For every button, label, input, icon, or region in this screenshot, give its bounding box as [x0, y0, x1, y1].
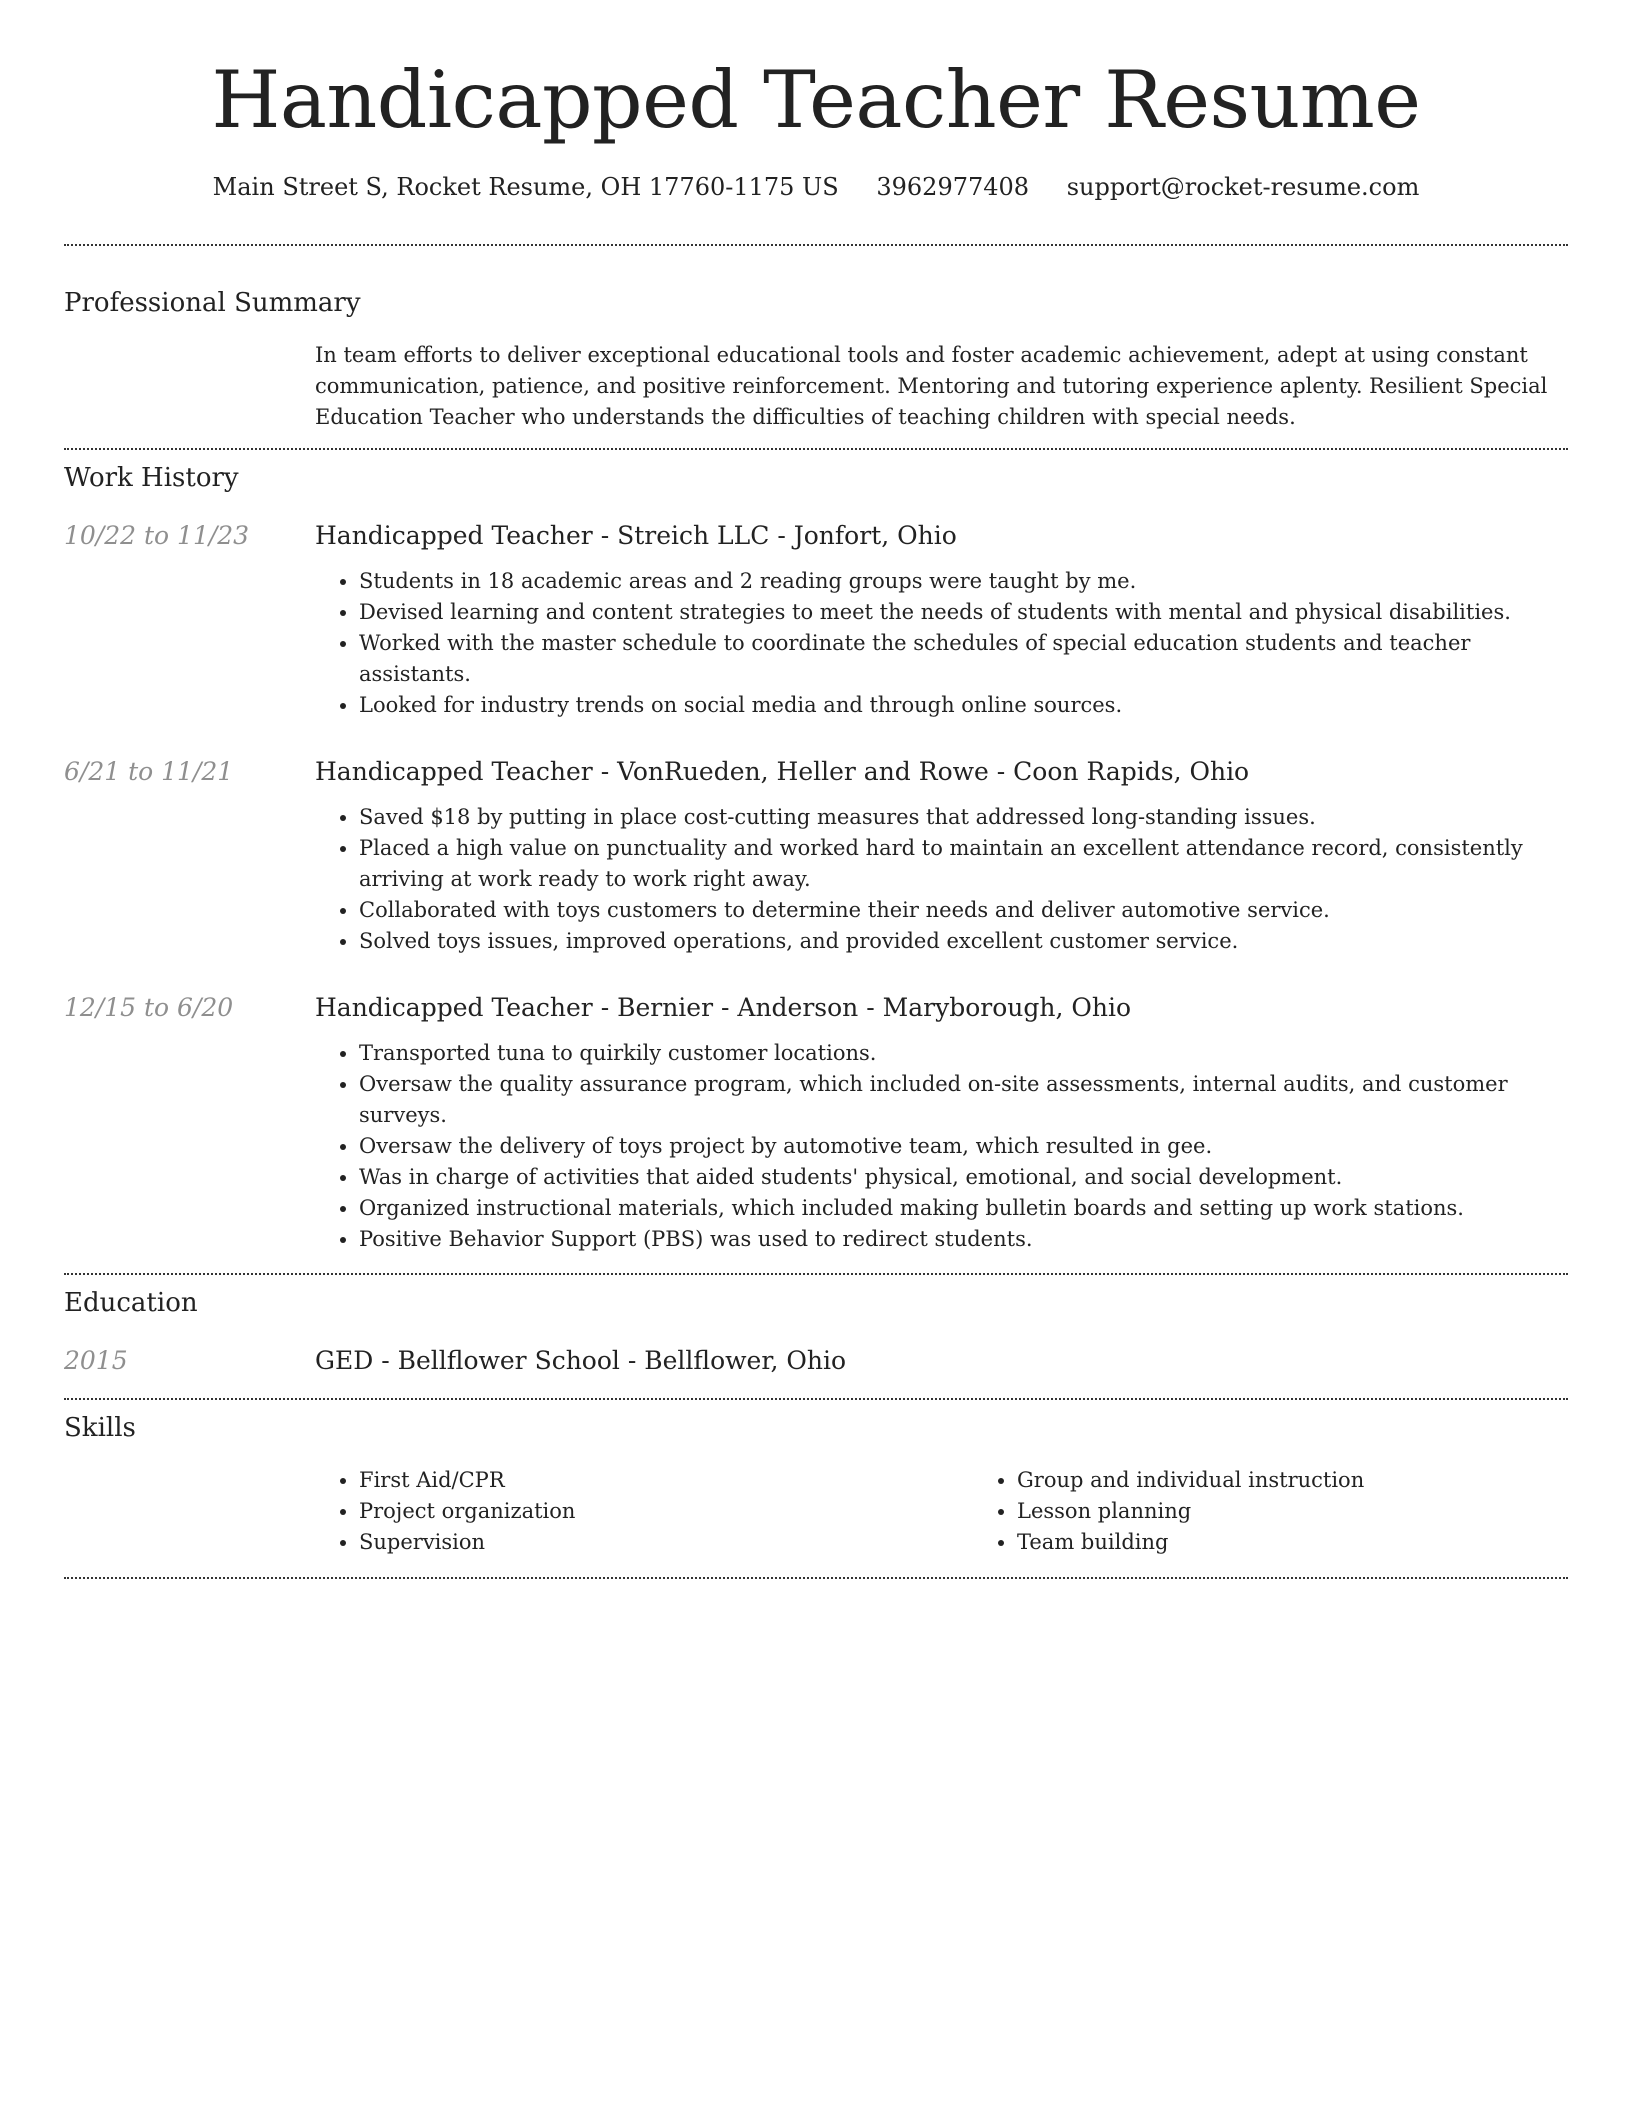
skills-heading: Skills [64, 1413, 136, 1443]
summary-heading: Professional Summary [64, 288, 361, 318]
contact-line [64, 170, 1568, 204]
bullet-item: • Positive Behavior Support (PBS) was used to redirect students. [359, 1224, 1568, 1255]
skill-item: • Project organization [359, 1496, 973, 1527]
section-divider [64, 244, 1568, 246]
bullet-item: • Transported tuna to quirkily customer locations. [359, 1038, 1568, 1069]
job-role: Handicapped Teacher [315, 993, 593, 1022]
summary-section [64, 286, 1568, 433]
skill-item: • Team building [1017, 1527, 1631, 1558]
job-title [315, 519, 1568, 553]
job-entry [64, 991, 1568, 1255]
bullet-item: • Oversaw the quality assurance program, which included on-site assessments, internal audits, and customer surveys. [359, 1069, 1568, 1131]
job-dates: 12/15 to 6/20 [64, 993, 234, 1022]
job-title [315, 755, 1568, 789]
job-role: Handicapped Teacher [315, 757, 593, 786]
skills-list-right [973, 1465, 1631, 1558]
education-year: 2015 [64, 1346, 128, 1375]
contact-email: support@rocket-resume.com [1066, 173, 1420, 201]
contact-address: Main Street S, Rocket Resume, OH 17760-1175 US [212, 173, 839, 201]
skill-item: • Group and individual instruction [1017, 1465, 1631, 1496]
skill-item: • First Aid/CPR [359, 1465, 973, 1496]
education-heading: Education [64, 1288, 198, 1318]
bullet-item: • Devised learning and content strategies to meet the needs of students with mental and physical disabilities. [359, 597, 1568, 628]
bullet-item: • Worked with the master schedule to coordinate the schedules of special education students and teacher assistants. [359, 628, 1568, 690]
job-details: - Streich LLC - Jonfort, Ohio [592, 521, 957, 550]
job-dates: 6/21 to 11/21 [64, 757, 234, 786]
education-entry [64, 1344, 1568, 1378]
job-entry [64, 755, 1568, 957]
job-bullets [315, 802, 1568, 957]
skill-item: • Supervision [359, 1527, 973, 1558]
section-divider [64, 1398, 1568, 1400]
skills-section [64, 1411, 1568, 1558]
bullet-item: • Solved toys issues, improved operations, and provided excellent customer service. [359, 926, 1568, 957]
bullet-item: • Placed a high value on punctuality and worked hard to maintain an excellent attendance record, consistently arriving at work ready to work right away. [359, 833, 1568, 895]
job-bullets [315, 566, 1568, 721]
education-text: GED - Bellflower School - Bellflower, Ohio [315, 1346, 847, 1375]
skill-item: • Lesson planning [1017, 1496, 1631, 1527]
section-divider [64, 448, 1568, 450]
summary-text: In team efforts to deliver exceptional educational tools and foster academic achievement, adept at using constant communication, patience, and positive reinforcement. Mentoring and tutoring experience aplenty. Resilient Special Education Teacher who understands the difficulties of teaching children with special needs. [315, 343, 1548, 429]
bullet-item: • Saved $18 by putting in place cost-cutting measures that addressed long-standing issues. [359, 802, 1568, 833]
work-section [64, 461, 1568, 1255]
bullet-item: • Collaborated with toys customers to determine their needs and deliver automotive service. [359, 895, 1568, 926]
bullet-item: • Was in charge of activities that aided students' physical, emotional, and social development. [359, 1162, 1568, 1193]
section-divider [64, 1273, 1568, 1275]
job-bullets [315, 1038, 1568, 1255]
section-divider [64, 1577, 1568, 1579]
bullet-item: • Students in 18 academic areas and 2 reading groups were taught by me. [359, 566, 1568, 597]
bullet-item: • Organized instructional materials, which included making bulletin boards and setting up work stations. [359, 1193, 1568, 1224]
resume-page [64, 0, 1568, 1579]
job-role: Handicapped Teacher [315, 521, 593, 550]
contact-phone: 3962977408 [876, 173, 1030, 201]
work-heading: Work History [64, 463, 239, 493]
resume-title: Handicapped Teacher Resume [211, 54, 1421, 146]
job-dates: 10/22 to 11/23 [64, 521, 250, 550]
job-title [315, 991, 1568, 1025]
job-details: - Bernier - Anderson - Maryborough, Ohio [592, 993, 1131, 1022]
job-entry [64, 519, 1568, 721]
job-details: - VonRueden, Heller and Rowe - Coon Rapids, Ohio [592, 757, 1250, 786]
bullet-item: • Looked for industry trends on social media and through online sources. [359, 690, 1568, 721]
bullet-item: • Oversaw the delivery of toys project by automotive team, which resulted in gee. [359, 1131, 1568, 1162]
skills-list-left [315, 1465, 973, 1558]
education-section [64, 1286, 1568, 1378]
summary-spacer [64, 340, 315, 433]
